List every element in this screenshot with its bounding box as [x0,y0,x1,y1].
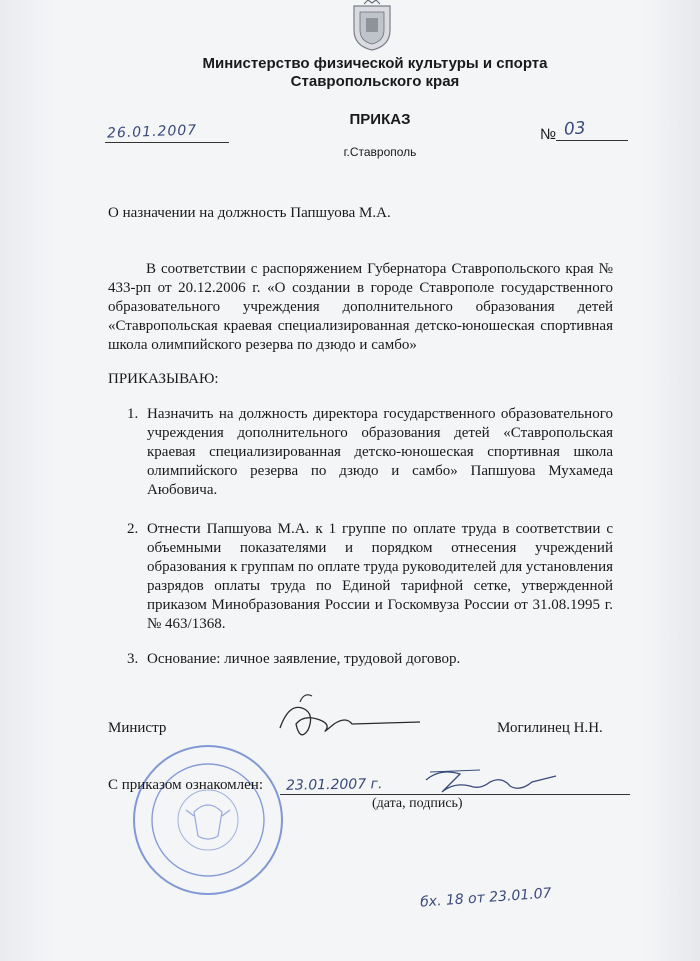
order-item-number: 3. [127,651,139,667]
acknowledgement-date-handwritten: 23.01.2007 г. [285,776,383,794]
order-date-handwritten: 26.01.2007 [106,122,198,142]
order-item-text: Основание: личное заявление, трудовой договор. [147,651,461,667]
order-item-number: 1. [127,406,139,422]
ministry-heading [160,55,590,91]
order-date-field [105,120,229,143]
order-number-label: № [540,126,557,143]
order-item-text: Назначить на должность директора государственного образовательного учреждения дополнительного образования детей «Ставропольская краевая специализированная детско-юношеская спортивная школа олимпийского резерва по дзюдо и самбо» Папшуова Мухамеда Аюбовича. [147,406,613,498]
signatory-position: Министр [108,720,167,736]
order-subject: О назначении на должность Папшуова М.А. [108,205,391,221]
order-item-text: Отнести Папшуова М.А. к 1 группе по оплате труда в соответствии с объемными показателями и порядком отнесения учреждений образования к группам по оплате труда руководителей для установления разрядов оплаты труда по Единой тарифной сетке, утвержденной приказом Минобразования России и Госкомвуза России от 31.08.1995 г. № 463/1368. [147,521,613,632]
official-stamp [128,740,288,900]
minister-signature [260,690,420,750]
city-label: г.Ставрополь [343,145,417,159]
signatory-name: Могилинец Н.Н. [497,720,603,736]
ministry-line-2: Ставропольского края [290,73,460,90]
acknowledgement-label: С приказом ознакомлен: [108,777,264,793]
order-number-handwritten: 03 [563,118,587,140]
preamble-paragraph: В соответствии с распоряжением Губернатора Ставропольского края № 433-рп от 20.12.2006 г. «О создании в городе Ставрополе государственного образовательного учреждения дополнительного образования детей «Ставропольская краевая специализированная детско-юношеская спортивная школа олимпийского резерва по дзюдо и самбо» [108,261,613,353]
document-type-title: ПРИКАЗ [349,111,411,128]
order-word: ПРИКАЗЫВАЮ: [108,371,219,387]
acknowledgement-hint: (дата, подпись) [372,796,463,811]
registration-note-handwritten: бх. 18 от 23.01.07 [419,885,553,911]
order-item-number: 2. [127,521,139,537]
coat-of-arms-emblem [340,0,404,52]
ministry-line-1: Министерство физической культуры и спорта [202,55,548,72]
order-number-field [556,118,628,141]
